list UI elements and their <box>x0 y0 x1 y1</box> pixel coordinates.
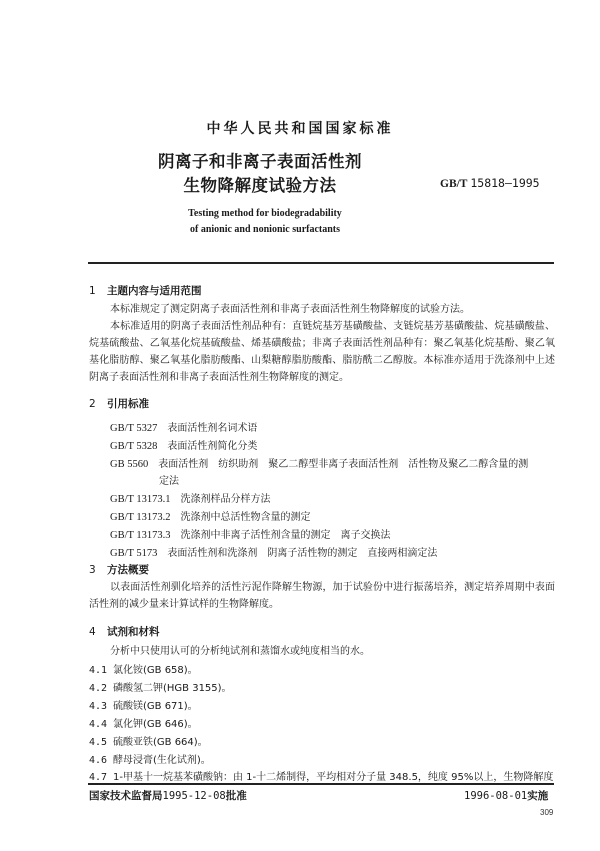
section-3-heading <box>89 562 149 577</box>
section-1-para-1: 本标准规定了测定阴离子表面活性剂和非离子表面活性剂生物降解度的试验方法。 <box>110 304 470 315</box>
section-title: 方法概要 <box>107 564 149 576</box>
title-line-2: 生物降解度试验方法 <box>183 176 337 195</box>
reference-item-continuation: 定法 <box>159 476 179 487</box>
section-title: 主题内容与适用范围 <box>107 285 202 297</box>
reference-item: GB/T 13173.3 洗涤剂中非离子活性剂含量的测定 离子交换法 <box>110 530 391 541</box>
section-3-para-1: 以表面活性剂驯化培养的活性污泥作降解生物源，加于试验份中进行振荡培养，测定培养周期中表面活性剂的减少量来计算试样的生物降解度。 <box>89 582 555 610</box>
title-line-1: 阴离子和非离子表面活性剂 <box>158 152 362 171</box>
section-title: 试剂和材料 <box>107 626 160 638</box>
reference-item: GB/T 13173.1 洗涤剂样品分样方法 <box>110 494 271 505</box>
section-number: 4 <box>89 626 96 638</box>
footer-divider <box>88 783 554 785</box>
reagent-item: 4.4 氯化钾(GB 646)。 <box>89 719 198 730</box>
reference-item: GB/T 5328 表面活性剂简化分类 <box>110 441 258 452</box>
reagent-item: 4.3 硫酸镁(GB 671)。 <box>89 701 198 712</box>
english-title-line-1: Testing method for biodegradability <box>188 208 342 219</box>
reagent-item: 4.7 1-甲基十一烷基苯磺酸钠：由 1-十二烯制得，平均相对分子量 348.5，纯度 95%以上，生物降解度 <box>89 772 554 783</box>
header-divider <box>88 262 554 264</box>
effective-date: 1996-08-01 <box>464 790 528 802</box>
reference-item: GB/T 5327 表面活性剂名词术语 <box>110 423 258 434</box>
standard-number <box>440 176 540 190</box>
approval-date: 1995-12-08 <box>162 790 226 802</box>
section-number: 3 <box>89 564 96 576</box>
approval-info <box>89 788 247 803</box>
reference-item: GB 5560 表面活性剂 纺织助剂 聚乙二醇型非离子表面活性剂 活性物及聚乙二醇含量的测 <box>110 459 529 470</box>
approval-label: 批准 <box>225 790 247 802</box>
reagent-item: 4.1 氯化铵(GB 658)。 <box>89 665 198 676</box>
section-4-intro: 分析中只使用认可的分析纯试剂和蒸馏水或纯度相当的水。 <box>110 646 370 657</box>
section-1-heading <box>89 283 202 298</box>
national-standard-heading: 中华人民共和国国家标准 <box>206 121 394 137</box>
standard-code: 15818—1995 <box>470 176 540 190</box>
effective-label: 实施 <box>527 790 549 802</box>
approval-org: 国家技术监督局 <box>89 790 163 802</box>
reagent-item: 4.6 酵母浸膏(生化试剂)。 <box>89 755 211 766</box>
section-2-heading <box>89 396 149 411</box>
effective-info <box>464 788 548 803</box>
section-number: 2 <box>89 398 96 410</box>
standard-prefix: GB/T <box>440 178 468 190</box>
reference-item: GB/T 13173.2 洗涤剂中总活性物含量的测定 <box>110 512 311 523</box>
reference-item: GB/T 5173 表面活性剂和洗涤剂 阴离子活性物的测定 直接两相滴定法 <box>110 548 438 559</box>
reagent-item: 4.5 硫酸亚铁(GB 664)。 <box>89 737 208 748</box>
page-number: 309 <box>540 808 554 817</box>
reagent-item: 4.2 磷酸氢二钾(HGB 3155)。 <box>89 683 232 694</box>
section-1-para-2: 本标准适用的阴离子表面活性剂品种有：直链烷基芳基磺酸盐、支链烷基芳基磺酸盐、烷基磺酸盐、烷基硫酸盐、乙氧基化烷基硫酸盐、烯基磺酸盐；非离子表面活性剂品种有：聚乙氧基化烷基酚、聚乙氧基化脂肪醇、聚乙氧基化脂肪酸酯、山梨糖醇脂肪酸酯、脂肪酰二乙醇胺。本标准亦适用于洗涤剂中上述阴离子表面活性剂和非离子表面活性剂生物降解度的测定。 <box>89 321 555 383</box>
section-number: 1 <box>89 285 96 297</box>
english-title-line-2: of anionic and nonionic surfactants <box>189 224 341 235</box>
section-title: 引用标准 <box>107 398 149 410</box>
section-4-heading <box>89 624 160 639</box>
